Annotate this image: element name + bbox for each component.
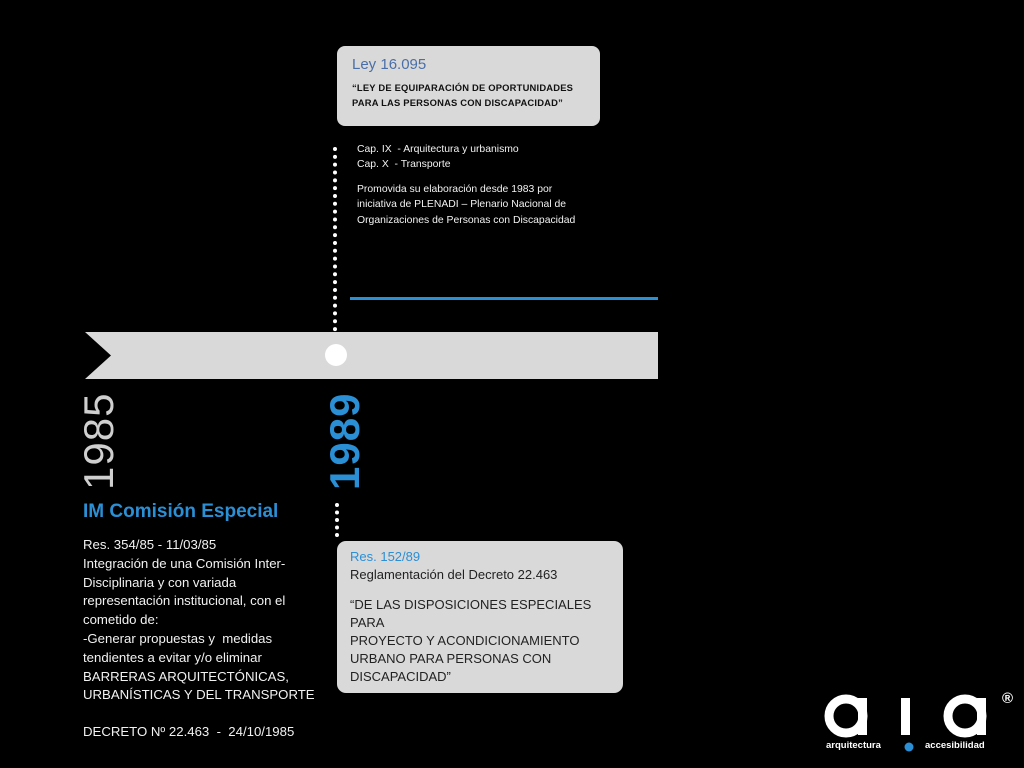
dotted-connector-bottom <box>335 503 339 537</box>
chapter-ix: Cap. IX - Arquitectura y urbanismo <box>357 144 519 155</box>
resolution-line: Disciplinaria y con variada <box>83 574 237 590</box>
ley-title: Ley 16.095 <box>352 56 427 73</box>
promotion-line-3: Organizaciones de Personas con Discapacidad <box>357 214 576 226</box>
blue-divider-line <box>350 297 658 300</box>
resolution-line: Integración de una Comisión Inter- <box>83 555 286 571</box>
logo-dot-icon <box>904 742 914 752</box>
aia-logo <box>820 688 1020 758</box>
timeline-marker-1989 <box>325 344 347 366</box>
logo-word-arquitectura: arquitectura <box>826 740 881 751</box>
year-1989-label: 1989 <box>321 392 368 490</box>
promotion-line-2: iniciativa de PLENADI – Plenario Nacional de <box>357 199 567 211</box>
resolution-354-text <box>83 536 323 705</box>
registered-mark-icon: ® <box>1002 690 1014 707</box>
ley-details <box>357 142 647 228</box>
decreto-22463: DECRETO Nº 22.463 - 24/10/1985 <box>83 724 295 739</box>
aia-logo-mark <box>820 688 1000 740</box>
chapter-x: Cap. X - Transporte <box>357 159 451 171</box>
logo-word-accesibilidad: accesibilidad <box>925 740 985 751</box>
reglamentacion-text: Reglamentación del Decreto 22.463 <box>350 567 558 582</box>
promotion-line-1: Promovida su elaboración desde 1983 por <box>357 183 553 195</box>
im-comision-title: IM Comisión Especial <box>83 501 279 522</box>
timeline-band <box>85 330 660 380</box>
resolution-line: Res. 354/85 - 11/03/85 <box>83 537 217 552</box>
disposiciones-quote: “DE LAS DISPOSICIONES ESPECIALES PARA PROYECTO Y ACONDICIONAMIENTO URBANO PARA PERSONAS CON DISCAPACIDAD” <box>350 597 592 684</box>
resolution-line: tendientes a evitar y/o eliminar <box>83 649 262 665</box>
res-152-89-box <box>337 541 623 693</box>
resolution-line: -Generar propuestas y medidas <box>83 630 273 646</box>
resolution-line: URBANÍSTICAS Y DEL TRANSPORTE <box>83 687 315 703</box>
timeline-arrow-band <box>85 332 658 379</box>
resolution-line: BARRERAS ARQUITECTÓNICAS, <box>83 668 289 684</box>
ley-16095-box <box>337 46 600 126</box>
ley-name: “LEY DE EQUIPARACIÓN DE OPORTUNIDADES PARA LAS PERSONAS CON DISCAPACIDAD” <box>352 82 574 108</box>
dotted-connector-top <box>333 147 337 347</box>
resolution-line: representación institucional, con el <box>83 593 286 609</box>
year-1985-label: 1985 <box>75 392 122 490</box>
resolution-line: cometido de: <box>83 612 159 628</box>
res-152-89-title: Res. 152/89 <box>350 549 421 564</box>
